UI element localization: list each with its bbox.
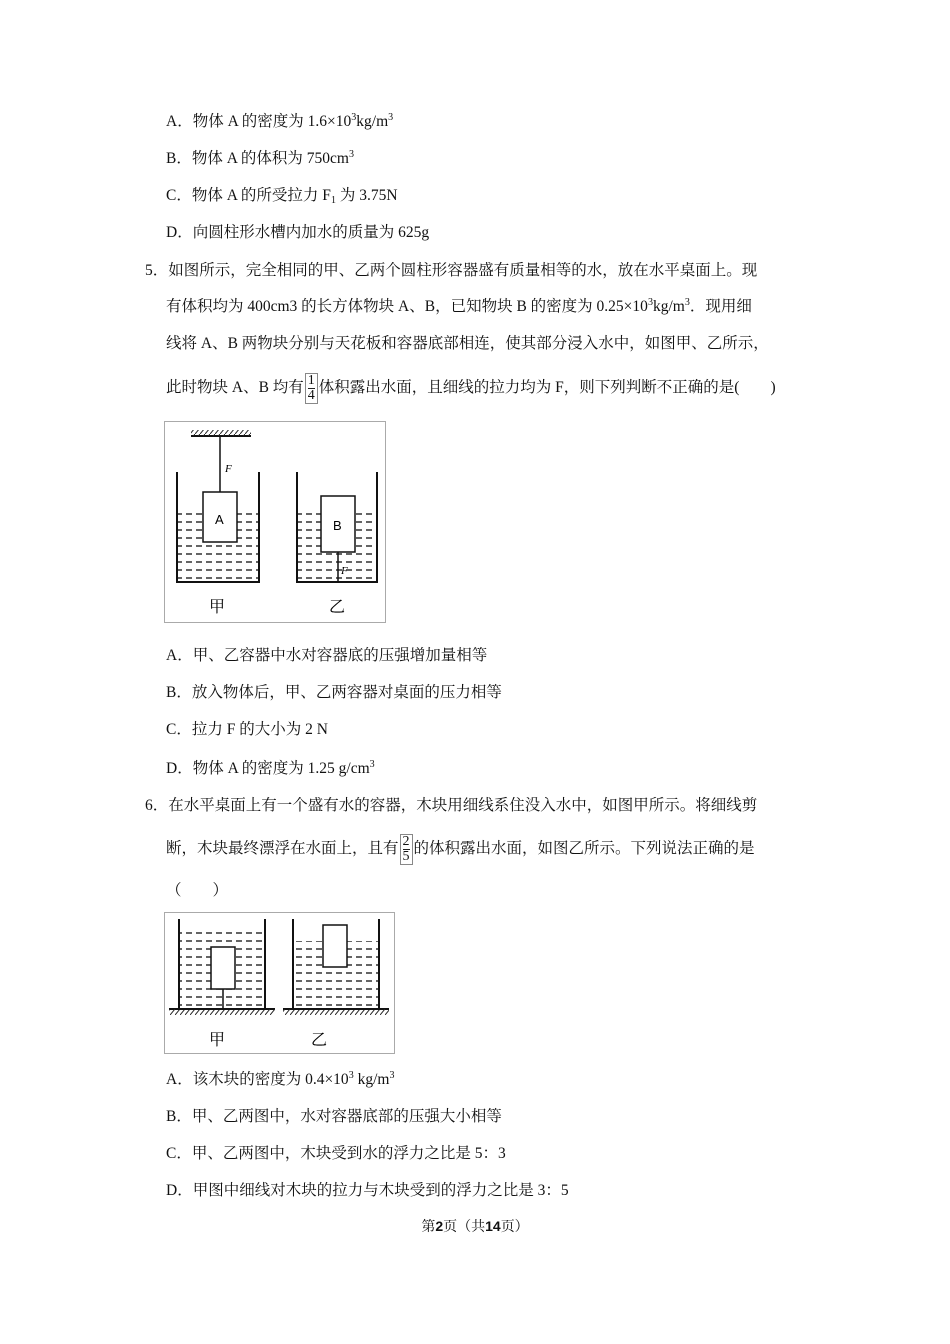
q6-fraction: $\frac{2}{5}$ [400,834,413,865]
q5-fraction: $\frac{1}{4}$ [305,373,318,404]
q6-block-jia [211,947,235,989]
q6-label-yi: 乙 [311,1032,328,1049]
q5-force-label-a: F [225,463,232,475]
q5-option-d: D．物体 A 的密度为 1.25 $g/cm^3$ [166,759,375,777]
q6-figure [164,912,395,1054]
q5-stem-line4: 此时物块 A、B 均有 $\frac{1}{4}$ 体积露出水面，且细线的拉力均为 F，则下列判断不正确的是( ) [166,373,776,403]
q4-option-c: C．物体 A 的所受拉力 $F_1$ 为 3.75N [166,187,398,206]
q5-stem-line3: 线将 A、B 两物块分别与天花板和容器底部相连，使其部分浸入水中，如图甲、乙所示， [166,335,769,352]
q6-stem-line1: 6．在水平桌面上有一个盛有水的容器，木块用细线系住没入水中，如图甲所示。将细线剪 [145,797,758,814]
q5-figure [164,421,386,623]
q5-label-yi: 乙 [329,599,346,616]
q5-figure-drawing [165,422,385,622]
q4-option-a: A．物体 A 的密度为 $1.6\times 10^3kg/m^3$ [166,112,394,130]
q5-stem-line2: 有体积均为 400cm3 的长方体物块 A、B，已知物块 B 的密度为 $0.25\times 10^3kg/m^3$．现用细 [166,297,752,315]
q6-figure-drawing [165,913,394,1053]
page-footer: 第2页（共14页） [421,1218,529,1235]
q4-option-d: D．向圆柱形水槽内加水的质量为 625g [166,224,430,241]
q5-option-c: C．拉力 F 的大小为 2 N [166,721,328,738]
q6-option-a: A．该木块的密度为 $0.4\times 10^3$ $kg/m^3$ [166,1070,395,1088]
q6-option-b: B．甲、乙两图中，水对容器底部的压强大小相等 [166,1108,502,1125]
q5-block-b-label: B [333,518,342,533]
q6-block-yi [323,925,347,967]
q6-stem-line2: 断，木块最终漂浮在水面上，且有 $\frac{2}{5}$ 的体积露出水面，如图乙所示。下列说法正确的是 [166,834,755,864]
q4-option-b: B．物体 A 的体积为 $750cm^3$ [166,149,354,167]
q6-stem-line3: （ ） [166,882,229,899]
q5-force-label-b: F [341,565,348,577]
q5-option-a: A．甲、乙容器中水对容器底的压强增加量相等 [166,647,488,664]
q5-block-a-label: A [215,512,224,527]
q5-stem-line1: 5．如图所示，完全相同的甲、乙两个圆柱形容器盛有质量相等的水，放在水平桌面上。现 [145,262,758,279]
q5-label-jia: 甲 [209,599,226,616]
q5-option-b: B．放入物体后，甲、乙两容器对桌面的压力相等 [166,684,502,701]
q6-option-c: C．甲、乙两图中，木块受到水的浮力之比是 5：3 [166,1145,506,1162]
q6-option-d: D．甲图中细线对木块的拉力与木块受到的浮力之比是 3：5 [166,1182,569,1199]
q6-label-jia: 甲 [209,1032,226,1049]
